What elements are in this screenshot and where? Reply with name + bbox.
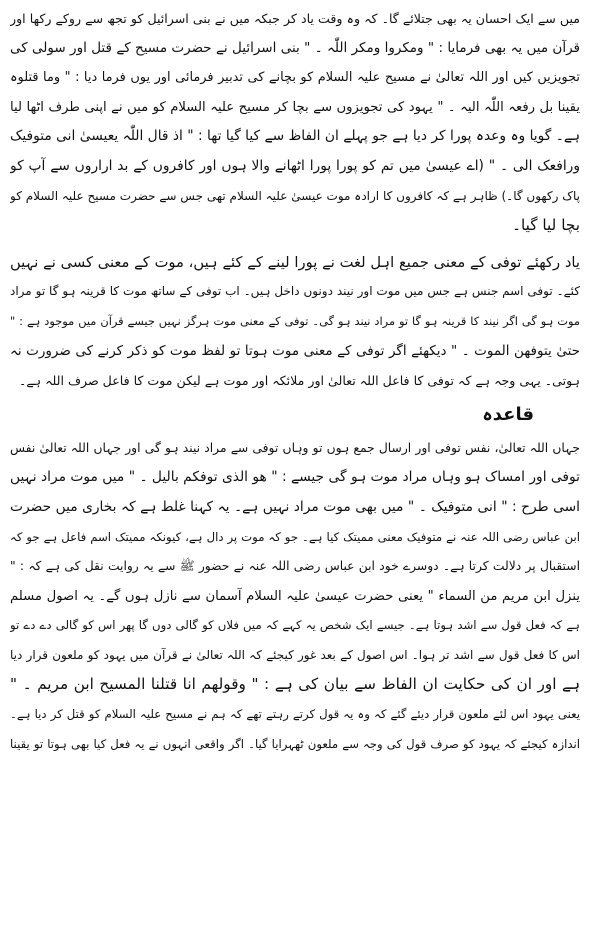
text-line: ہے کہ فعل قول سے اشد ہوتا ہے۔ جیسے ایک شخص یہ کہے کہ میں فلاں کو گالی دوں گا پھر اس کو گالی دے دے تو — [10, 618, 580, 633]
text-line: ہے اور ان کی حکایت ان الفاظ سے بیان کی ہے : " وقولھم انا قتلنا المسیح ابن مریم ۔ " — [10, 675, 580, 694]
text-line: کئے۔ توفی اسم جنس ہے جس میں موت اور نیند دونوں داخل ہیں۔ اب توفی کے ساتھ موت کا قرینہ ہو گا تو مراد — [10, 284, 580, 299]
text-line: ہے۔ گویا وہ وعدہ پورا کر دیا ہے جو پہلے ان الفاظ سے کیا گیا تھا : " اذ قال اللّٰہ یعیسیٰ انی متوفیک — [10, 128, 580, 145]
paragraph-rule — [10, 434, 580, 760]
text-line: ابن عباس رضی اللہ عنہ نے متوفیک معنی ممیتک کیا ہے۔ جو کہ موت پر دال ہے، کیونکہ ممیتک اسم فاعل ہے جو کہ — [10, 529, 580, 544]
text-line: اسی طرح : " انی متوفیک ۔ " میں بھی موت مراد نہیں ہے۔ یہ کہنا غلط ہے کہ بخاری میں حضرت — [10, 498, 580, 515]
text-line: توفی اور امساک ہو وہاں مراد موت ہو گی جیسے : " ھو الذی توفکم بالیل ۔ " میں موت مراد نہیں — [10, 469, 580, 486]
text-line: ہوتی۔ یہی وجہ ہے کہ توفی کا فاعل اللہ تعالیٰ اور ملائکہ اور موت ہے لیکن موت کا فاعل صرف اللہ ہے۔ — [18, 373, 580, 389]
text-line: میں سے ایک احسان یہ بھی جتلائے گا۔ کہ وہ وقت یاد کر جبکہ میں نے بنی اسرائیل کو تجھ سے روکے رکھا اور — [10, 11, 580, 26]
text-line: موت ہو گی اگر نیند کا قرینہ ہو گا تو مراد نیند ہو گی۔ توفی کے معنی موت ہرگز نہیں جیسے قرآن میں موجود ہے : " — [10, 313, 580, 328]
text-line: پاک رکھوں گا۔) ظاہر ہے کہ کافروں کا ارادہ موت عیسیٰ علیہ السلام تھی جس سے حضرت مسیح علیہ السلام کو — [10, 188, 580, 203]
text-line: حتیٰ یتوفھن الموت ۔ " دیکھئے اگر توفی کے معنی موت ہوتا تو لفظ موت کو ذکر کرنے کی ضرورت نہ — [10, 342, 580, 359]
text-line: بچا لیا گیا۔ — [512, 216, 580, 235]
text-line: ورافعک الی ۔ " (اے عیسیٰ میں تم کو پورا پورا اٹھانے والا ہوں اور کافروں کے بد اراروں سے آپ کو — [10, 157, 580, 174]
text-line: ینزل ابن مریم من السماء " یعنی حضرت عیسیٰ علیہ السلام آسمان سے نازل ہوں گے۔ یہ اصول مسلم — [10, 588, 580, 604]
text-line: یقینا بل رفعہ اللّٰہ الیہ ۔ " یہود کی تجویزوں سے بچا کر مسیح علیہ السلام کو میں نے اپنی طرف اٹھا لیا — [10, 99, 580, 115]
section-heading: قاعدہ — [482, 403, 534, 425]
text-line: اس کا فعل قول سے اشد تر ہوا۔ اس اصول کے بعد غور کیجئے کہ اللہ تعالیٰ نے قرآن میں یہود کو ملعون قرار دیا — [10, 647, 580, 662]
text-line: قرآن میں یہ بھی فرمایا : " ومکروا ومکر اللّٰہ ۔ " بنی اسرائیل نے حضرت مسیح کے قتل اور سولی کی — [10, 39, 580, 56]
text-line: یعنی یہود اس لئے ملعون قرار دیئے گئے کہ وہ یہ قول کرتے رہتے تھے کہ ہم نے مسیح علیہ السلام کو قتل کر دیا ہے۔ — [10, 707, 580, 722]
text-line: جہاں اللہ تعالیٰ، نفس توفی اور ارسال جمع ہوں تو وہاں توفی سے مراد نیند ہو گی اور جہاں اللہ تعالیٰ نفس — [10, 440, 580, 455]
text-line: اندازہ کیجئے کہ یہود کو صرف قول کی وجہ سے ملعون ٹھہرایا گیا۔ اگر واقعی انہوں نے یہ فعل کیا بھی ہوتا تو یقینا — [10, 736, 580, 751]
text-line: تجویزیں کیں اور اللہ تعالیٰ نے مسیح علیہ السلام کو بچانے کی تدبیر فرمائی اور یوں فرما دیا : " وما قتلوہ — [10, 70, 580, 86]
paragraph-tawaffi — [10, 248, 580, 396]
paragraph-gap — [10, 241, 580, 248]
text-line: یاد رکھئے توفی کے معنی جمیع اہل لغت نے پورا لینے کے کئے ہیں، موت کے معنی کسی نے نہیں — [10, 253, 580, 271]
text-line: استقبال پر دلالت کرتا ہے۔ دوسرے خود ابن عباس رضی اللہ عنہ نے حضور ﷺ سے یہ روایت نقل کی ہے کہ : " — [10, 559, 580, 574]
paragraph-ihsan — [10, 4, 580, 241]
